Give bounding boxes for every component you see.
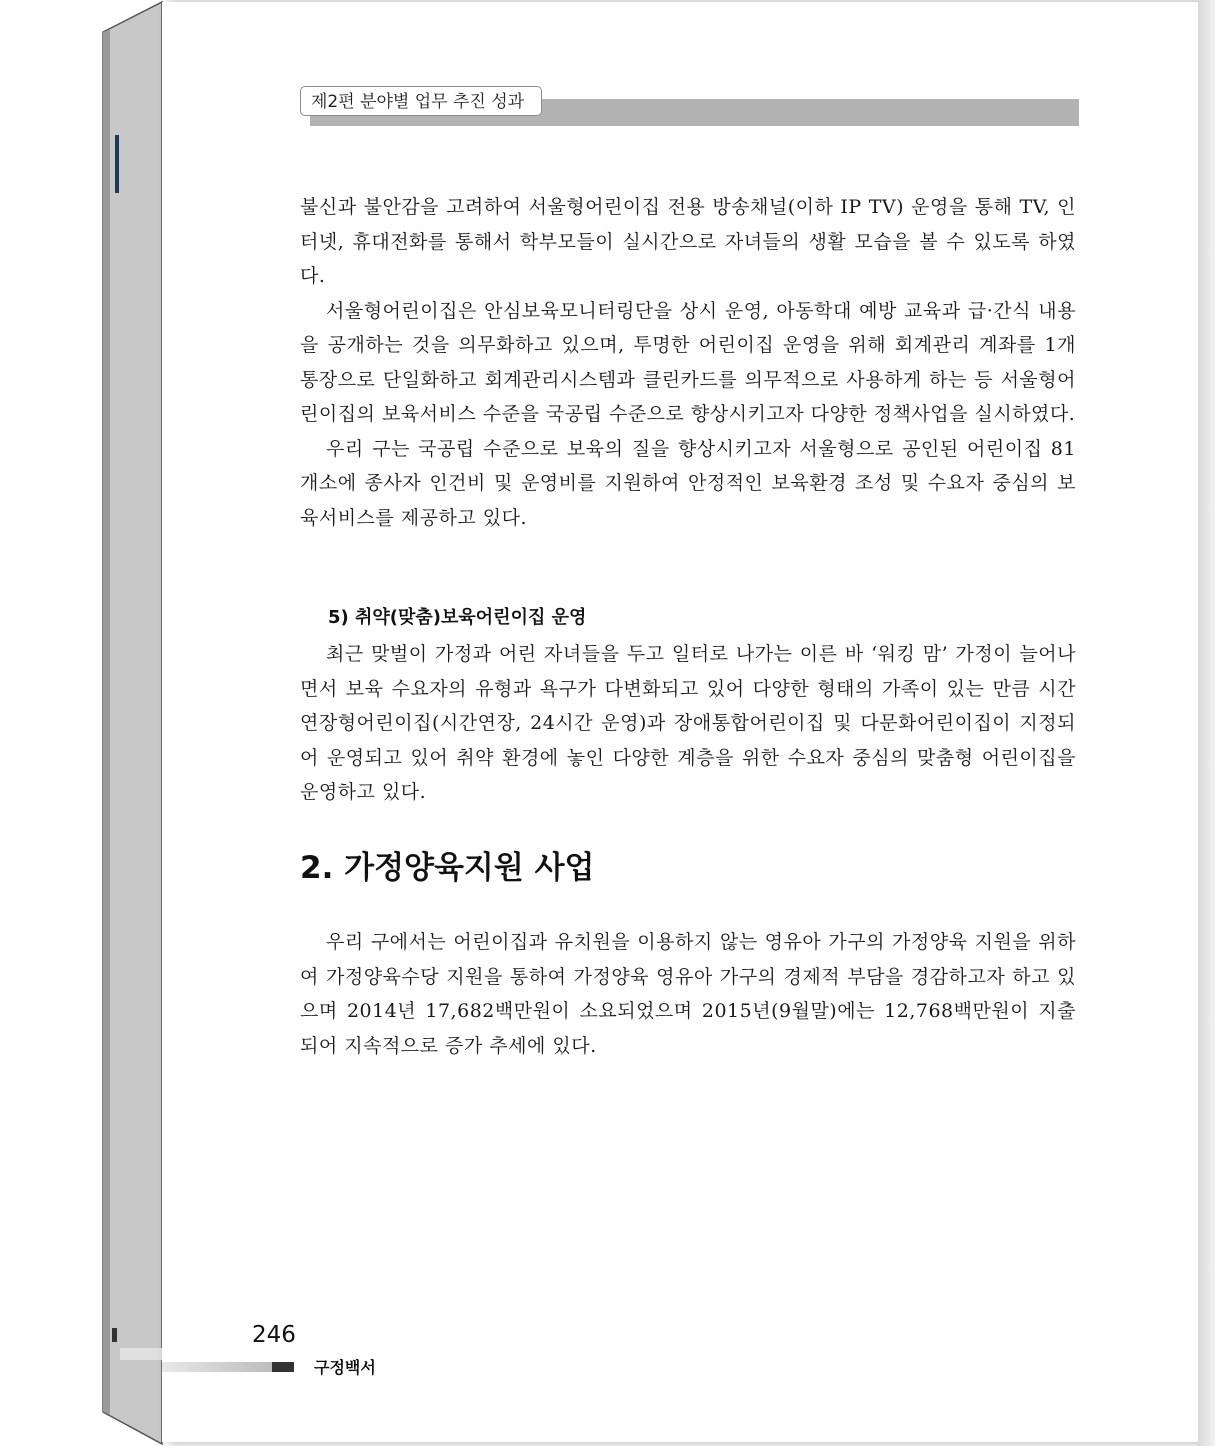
footer-block (272, 1362, 294, 1372)
paragraph: 우리 구는 국공립 수준으로 보육의 질을 향상시키고자 서울형으로 공인된 어린이집 81개소에 종사자 인건비 및 운영비를 지원하여 안정적인 보육환경 조성 및 수요자 중심의 보육서비스를 제공하고 있다. (300, 437, 1076, 529)
page-edge (1198, 0, 1215, 1446)
book-spine (0, 0, 170, 1446)
footer-bar (162, 1362, 272, 1372)
paragraph: 최근 맞벌이 가정과 어린 자녀들을 두고 일터로 나가는 이른 바 ‘워킹 맘’ 가정이 늘어나면서 보육 수요자의 유형과 욕구가 다변화되고 있어 다양한 형태의 가족이 있는 만큼 시간연장형어린이집(시간연장, 24시간 운영)과 장애통합어린이집 및 다문화어린이집이 지정되어 운영되고 있어 취약 환경에 놓인 다양한 계층을 위한 수요자 중심의 맞춤형 어린이집을 운영하고 있다. (300, 643, 1076, 803)
paragraph: 불신과 불안감을 고려하여 서울형어린이집 전용 방송채널(이하 IP TV) 운영을 통해 TV, 인터넷, 휴대전화를 통해서 학부모들이 실시간으로 자녀들의 생활 모습을 볼 수 있도록 하였다. (300, 196, 1076, 287)
paragraph: 서울형어린이집은 안심보육모니터링단을 상시 운영, 아동학대 예방 교육과 급·간식 내용을 공개하는 것을 의무화하고 있으며, 투명한 어린이집 운영을 위해 회계관리 계좌를 1개 통장으로 단일화하고 회계관리시스템과 클린카드를 의무적으로 사용하게 하는 등 서울형어린이집의 보육서비스 수준을 국공립 수준으로 향상시키고자 다양한 정책사업을 실시하였다. (300, 299, 1076, 425)
footer-label: 구정백서 (314, 1358, 376, 1377)
paragraph: 우리 구에서는 어린이집과 유치원을 이용하지 않는 영유아 가구의 가정양육 지원을 위하여 가정양육수당 지원을 통하여 가정양육 영유아 가구의 경제적 부담을 경감하고자 하고 있으며 2014년 17,682백만원이 소요되었으며 2015년(9월말)에는 12,768백만원이 지출되어 지속적으로 증가 추세에 있다. (300, 931, 1076, 1057)
body-text-section (300, 925, 1076, 1063)
body-text-sub (300, 637, 1076, 810)
section-title: 2. 가정양육지원 사업 (300, 850, 595, 886)
subsection-heading: 5) 취약(맞춤)보육어린이집 운영 (328, 607, 587, 628)
page-number: 246 (252, 1322, 296, 1348)
section-header-label: 제2편 분야별 업무 추진 성과 (300, 86, 542, 116)
body-text-top (300, 190, 1076, 535)
